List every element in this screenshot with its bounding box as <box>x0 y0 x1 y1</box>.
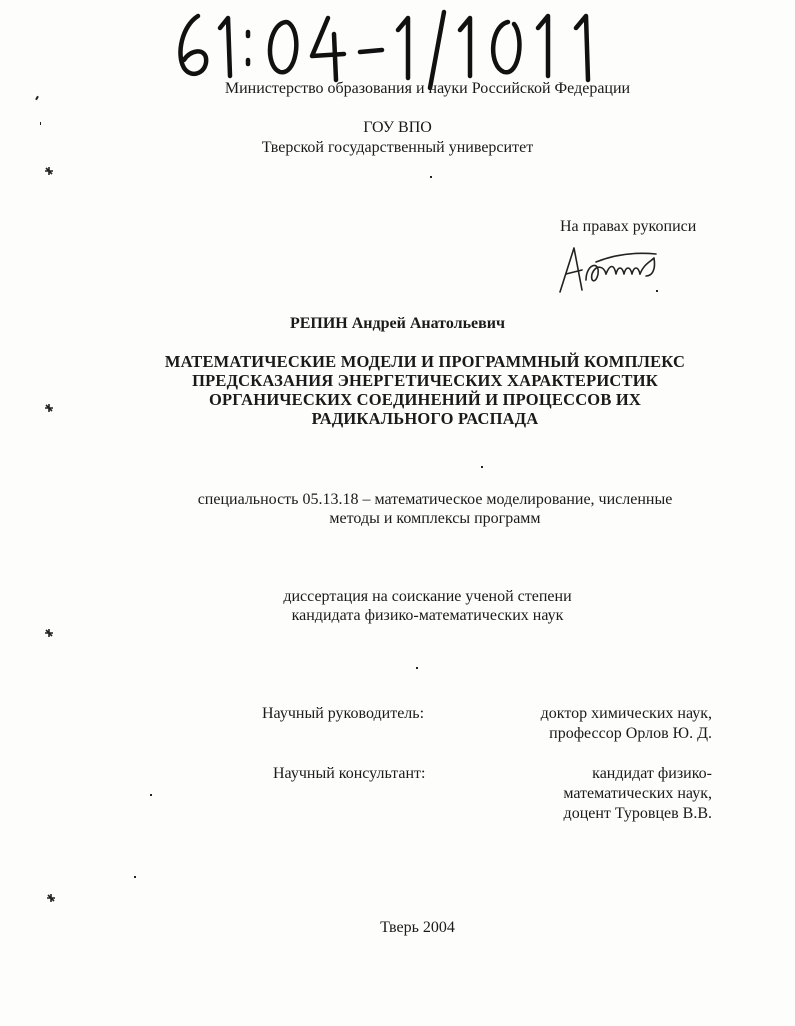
scan-speck <box>134 876 136 878</box>
dissertation-title <box>110 352 740 428</box>
title-line: ПРЕДСКАЗАНИЯ ЭНЕРГЕТИЧЕСКИХ ХАРАКТЕРИСТИК <box>192 371 658 390</box>
consultant-line: доцент Туровцев В.В. <box>563 805 712 822</box>
scan-speck <box>40 122 41 125</box>
scan-speck <box>481 466 483 468</box>
consultant-line: математических наук, <box>563 785 712 802</box>
consultant-details <box>470 764 712 824</box>
specialty-line: методы и комплексы программ <box>329 510 541 527</box>
binding-hole-mark <box>44 163 54 173</box>
handwritten-catalogue-number <box>168 6 628 90</box>
scan-speck <box>35 96 39 100</box>
supervisor-details <box>470 704 712 744</box>
supervisor-label: Научный руководитель: <box>262 705 425 722</box>
binding-hole-mark <box>44 625 54 635</box>
binding-hole-mark <box>44 400 54 410</box>
degree-line: диссертация на соискание ученой степени <box>283 588 572 605</box>
ministry-name: Министерство образования и науки Российской Федерации <box>224 80 631 97</box>
scan-speck <box>150 794 152 796</box>
scan-speck <box>430 176 432 178</box>
degree-statement <box>100 587 755 625</box>
supervisor-line: доктор химических наук, <box>540 705 712 722</box>
university-name: Тверской государственный университет <box>261 139 534 156</box>
scan-speck <box>656 290 658 292</box>
supervisor-line: профессор Орлов Ю. Д. <box>549 725 712 742</box>
specialty-line: специальность 05.13.18 – математическое моделирование, численные <box>197 491 673 508</box>
title-line: МАТЕМАТИЧЕСКИЕ МОДЕЛИ И ПРОГРАММНЫЙ КОМПЛЕКС <box>164 352 686 371</box>
city-year: Тверь 2004 <box>380 919 455 936</box>
binding-hole-mark <box>46 890 56 900</box>
manuscript-note: На правах рукописи <box>560 218 697 235</box>
author-signature <box>556 240 662 298</box>
degree-line: кандидата физико-математических наук <box>291 607 564 624</box>
consultant-label: Научный консультант: <box>273 765 426 782</box>
title-line: РАДИКАЛЬНОГО РАСПАДА <box>311 409 539 428</box>
specialty <box>100 490 770 528</box>
consultant-line: кандидат физико- <box>592 765 712 782</box>
title-line: ОРГАНИЧЕСКИХ СОЕДИНЕНИЙ И ПРОЦЕССОВ ИХ <box>208 390 642 409</box>
author-name: РЕПИН Андрей Анатольевич <box>289 315 506 332</box>
scan-speck <box>416 667 418 669</box>
institution-type: ГОУ ВПО <box>363 119 432 136</box>
